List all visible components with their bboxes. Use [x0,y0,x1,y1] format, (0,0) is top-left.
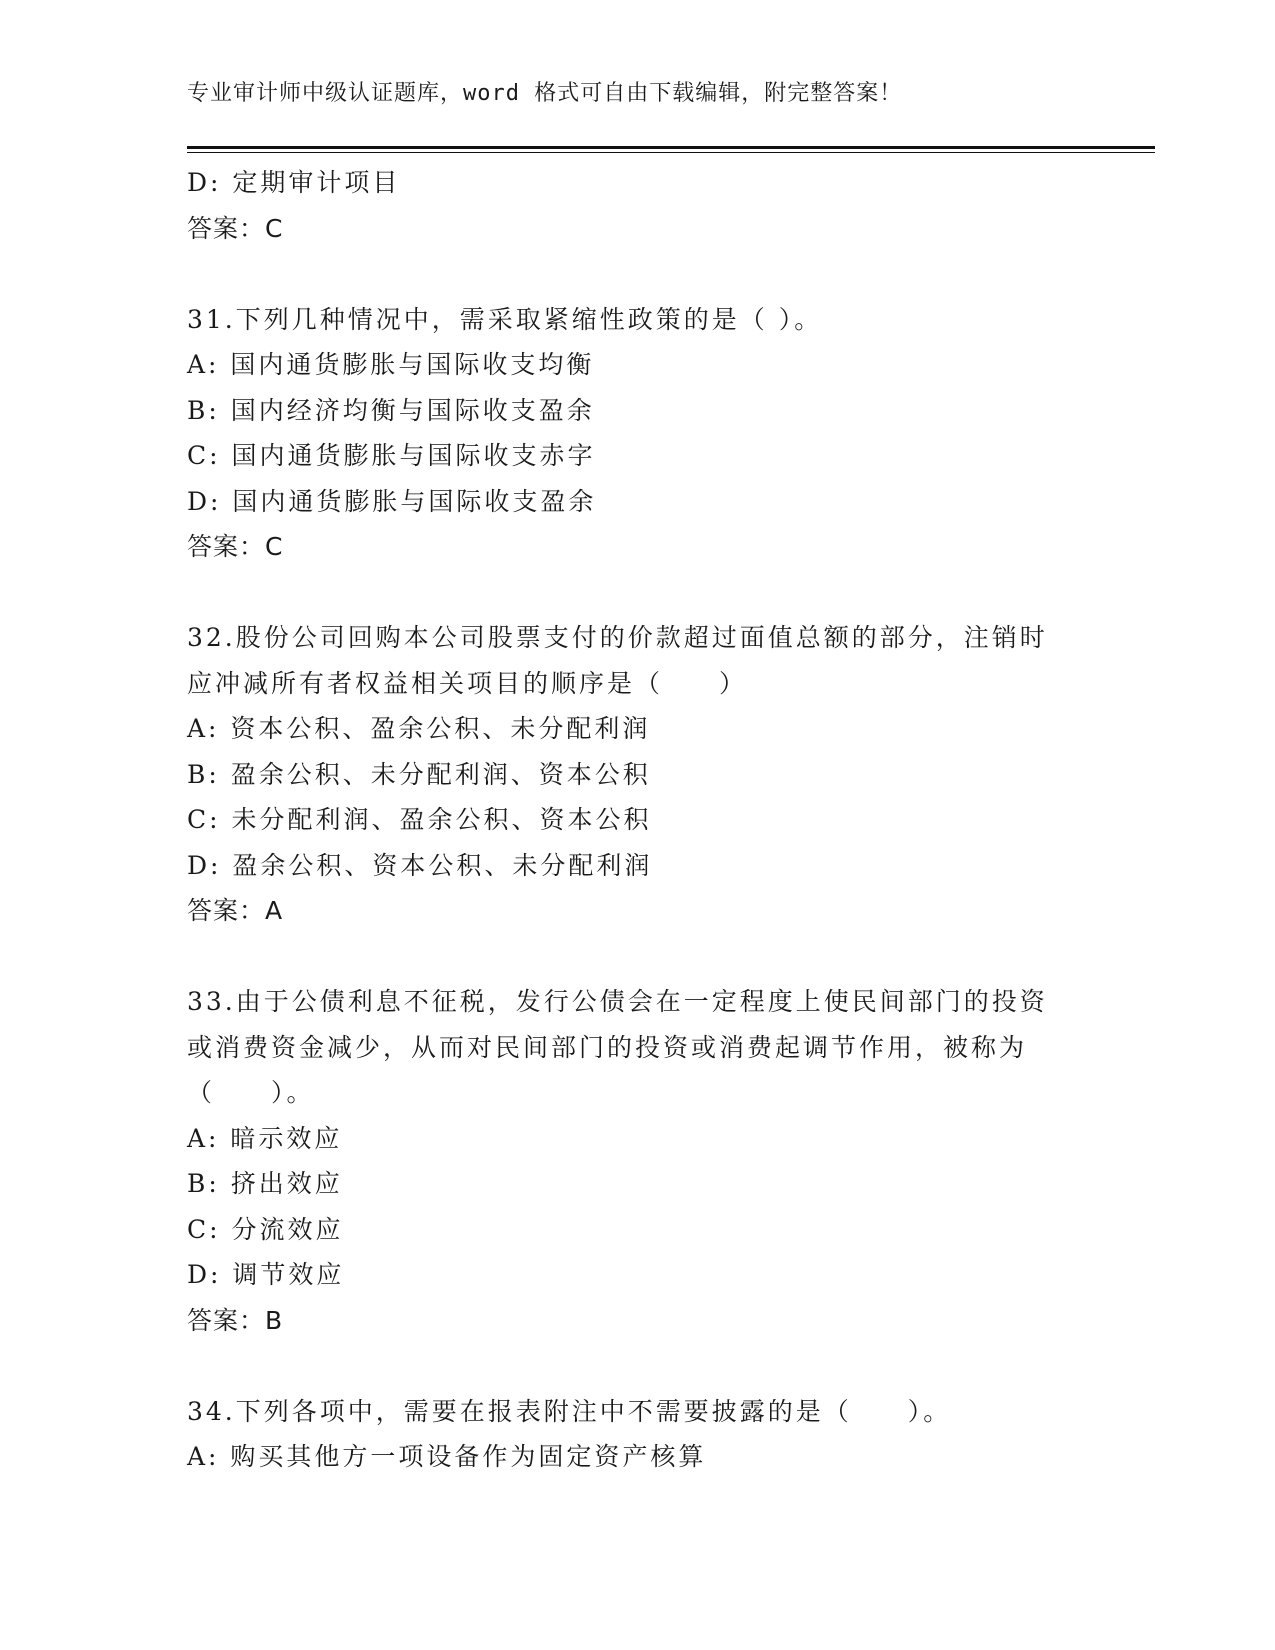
question-stem-line-2: 或消费资金减少，从而对民间部门的投资或消费起调节作用，被称为 [187,1032,1028,1062]
spacer [187,570,1087,616]
question-stem-line-1: 32.股份公司回购本公司股票支付的价款超过面值总额的部分，注销时 [187,623,1048,652]
option-c: C: 分流效应 [187,1214,344,1244]
option-d: D: 盈余公积、资本公积、未分配利润 [187,850,653,880]
option-a: A: 购买其他方一项设备作为固定资产核算 [187,1442,707,1471]
question-33 [187,979,1087,1343]
option-a: A: 国内通货膨胀与国际收支均衡 [187,350,595,379]
option-b: B: 国内经济均衡与国际收支盈余 [187,395,595,425]
question-stem-line-3: （ ）。 [187,1078,315,1107]
question-stem: 34.下列各项中，需要在报表附注中不需要披露的是（ ）。 [187,1396,952,1426]
option-a: A: 暗示效应 [187,1123,343,1153]
question-stem: 31.下列几种情况中，需采取紧缩性政策的是（ ）。 [187,304,823,334]
option-c: C: 国内通货膨胀与国际收支赤字 [187,441,596,470]
option-b: B: 盈余公积、未分配利润、资本公积 [187,759,651,789]
answer-line: 答案：C [187,532,284,561]
spacer [187,251,1087,297]
previous-question-tail [187,160,1087,251]
page-header: 专业审计师中级认证题库，word 格式可自由下载编辑，附完整答案！ [187,81,903,106]
question-stem-line-2: 应冲减所有者权益相关项目的顺序是（ ） [187,668,748,698]
answer-line: 答案：B [187,1305,284,1335]
header-divider-thick [187,146,1155,149]
option-d: D: 调节效应 [187,1260,345,1289]
question-31 [187,297,1087,570]
option-a: A: 资本公积、盈余公积、未分配利润 [187,714,651,743]
option-d: D: 国内通货膨胀与国际收支盈余 [187,486,597,516]
question-list [187,160,1087,1480]
option-d: D: 定期审计项目 [187,168,401,197]
header-divider-thin [187,152,1155,153]
question-32 [187,615,1087,934]
question-34 [187,1389,1087,1480]
spacer [187,934,1087,980]
answer-line: 答案：A [187,896,284,925]
option-b: B: 挤出效应 [187,1169,343,1198]
option-c: C: 未分配利润、盈余公积、资本公积 [187,805,652,834]
spacer [187,1343,1087,1389]
answer-line: 答案：C [187,213,284,243]
question-stem-line-1: 33.由于公债利息不征税，发行公债会在一定程度上使民间部门的投资 [187,987,1048,1016]
